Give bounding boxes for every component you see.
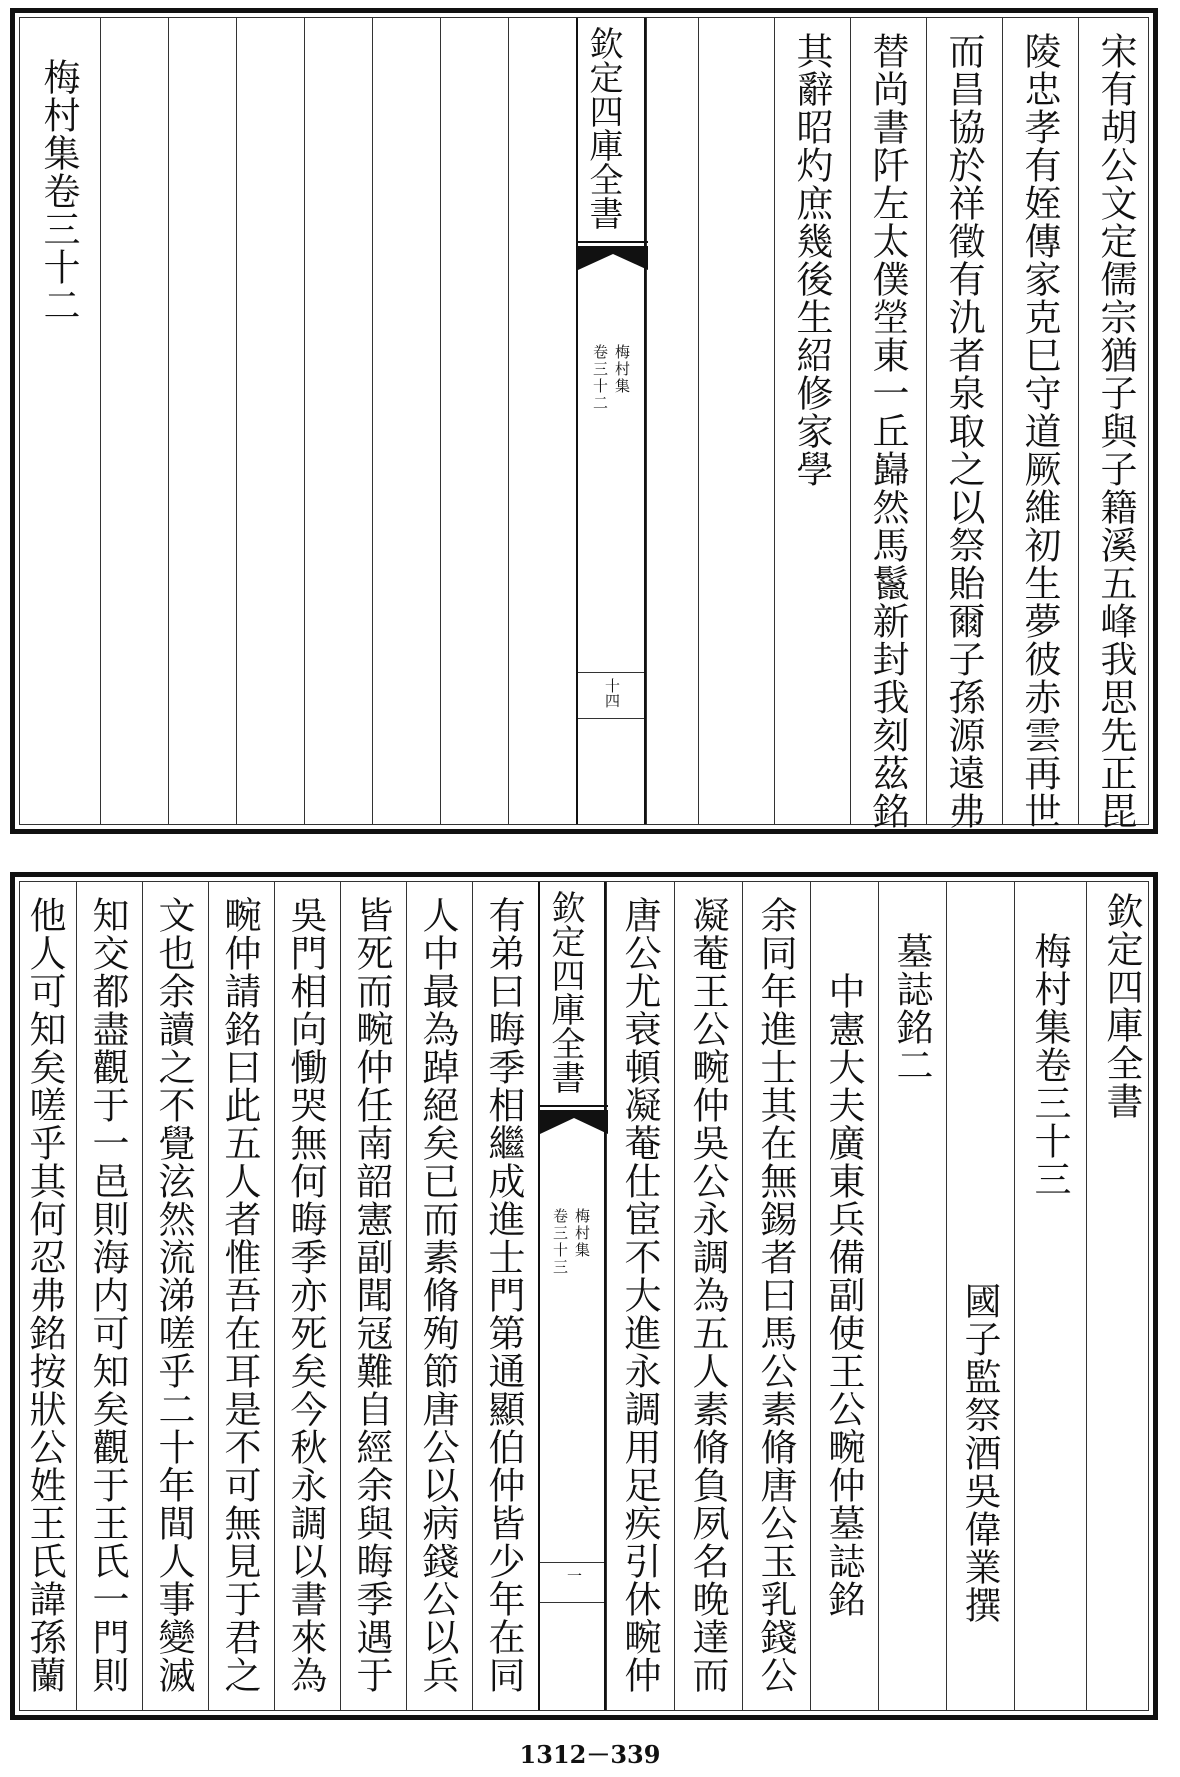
bottom-text-column-4: 有弟曰晦季相繼成進士門第通顯伯仲皆少年在同 xyxy=(482,896,525,1694)
bottom-text-column xyxy=(208,882,274,1710)
bottom-text-column xyxy=(606,882,674,1710)
top-text-column xyxy=(1002,18,1078,830)
bottom-text-column xyxy=(472,882,538,1710)
bottom-text-column-11: 他人可知矣嗟乎其何忍弗銘按狀公姓王氏諱孫蘭 xyxy=(23,896,66,1694)
bottom-text-column-8: 畹仲請銘曰此五人者惟吾在耳是不可無見于君之 xyxy=(218,896,261,1694)
top-empty-column xyxy=(508,18,576,824)
bottom-volume-title: 梅村集卷三十三 xyxy=(1028,932,1071,1198)
bottom-section: 墓誌銘二 xyxy=(890,932,933,1084)
top-text-column-5: 其辭昭灼庶幾後生紹修家學 xyxy=(790,32,833,488)
bottom-text-column-2: 凝菴王公畹仲吳公永調為五人素脩負夙名晚達而 xyxy=(686,896,729,1694)
top-empty-column xyxy=(372,18,440,824)
top-text-column xyxy=(1078,18,1154,830)
bottom-center-divider xyxy=(540,1602,604,1603)
bottom-fishtail-icon xyxy=(540,1104,608,1144)
bottom-text-column xyxy=(340,882,406,1710)
top-empty-column xyxy=(168,18,236,824)
bottom-author-column xyxy=(946,882,1014,1710)
top-center-title: 欽定四庫全書 xyxy=(583,26,623,230)
bottom-text-column xyxy=(742,882,810,1710)
top-empty-column xyxy=(304,18,372,824)
top-center-volume: 卷三十二 xyxy=(591,344,609,412)
top-empty-column xyxy=(100,18,168,824)
page-number: 1312－339 xyxy=(519,1740,661,1769)
bottom-center-title: 欽定四庫全書 xyxy=(545,890,585,1094)
bottom-text-column xyxy=(406,882,472,1710)
bottom-text-column-3: 唐公尤衰頓凝菴仕宦不大進永調用足疾引休畹仲 xyxy=(618,896,661,1694)
top-end-title: 梅村集卷三十二 xyxy=(37,58,80,324)
top-text-column xyxy=(926,18,1002,830)
top-text-column-2: 陵忠孝有姪傳家克巳守道厥維初生夢彼赤雲再世 xyxy=(1018,32,1061,830)
bottom-center-divider xyxy=(540,1562,604,1563)
top-page-frame xyxy=(19,17,1149,830)
top-text-column-3: 而昌協於祥徵有氿者泉取之以祭貽爾子孫源遠弗 xyxy=(942,32,985,830)
bottom-section-column xyxy=(878,882,946,1710)
top-center-divider xyxy=(578,672,644,673)
bottom-text-column-10: 知交都盡觀于一邑則海内可知矣觀于王氏一門則 xyxy=(86,896,129,1694)
top-page xyxy=(10,8,1158,834)
bottom-text-column xyxy=(674,882,742,1710)
top-center-folio: 十四 xyxy=(603,678,621,708)
top-empty-column xyxy=(440,18,508,824)
bottom-volume-column xyxy=(1014,882,1086,1710)
top-empty-column xyxy=(236,18,304,824)
bottom-center-fold xyxy=(538,882,606,1710)
bottom-text-column xyxy=(274,882,340,1710)
bottom-center-folio: 一 xyxy=(565,1568,583,1583)
bottom-text-column-7: 吳門相向慟哭無何晦季亦死矣今秋永調以書來為 xyxy=(284,896,327,1694)
bottom-text-column-5: 人中最為踔絕矣已而素脩殉節唐公以病錢公以兵 xyxy=(416,896,459,1694)
top-text-column xyxy=(774,18,850,824)
top-center-book: 梅村集 xyxy=(613,344,631,395)
top-fishtail-icon xyxy=(578,240,648,280)
bottom-text-column xyxy=(20,882,76,1710)
bottom-page-frame xyxy=(19,881,1149,1711)
bottom-center-book: 梅村集 xyxy=(573,1208,591,1259)
bottom-heading-column xyxy=(810,882,878,1710)
bottom-page xyxy=(10,872,1158,1720)
bottom-header: 欽定四庫全書 xyxy=(1100,892,1143,1120)
bottom-heading: 中憲大夫廣東兵備副使王公畹仲墓誌銘 xyxy=(822,972,865,1618)
top-center-fold xyxy=(576,18,646,824)
top-end-title-column xyxy=(20,18,100,824)
top-text-column-4: 替尚書阡左太僕塋東一丘巋然馬鬣新封我刻茲銘 xyxy=(866,32,909,830)
bottom-text-column-6: 皆死而畹仲任南韶憲副聞冦難自經余與晦季遇于 xyxy=(350,896,393,1694)
top-empty-column xyxy=(698,18,774,824)
bottom-author: 國子監祭酒吳偉業撰 xyxy=(958,1282,1001,1624)
top-center-divider xyxy=(578,718,644,719)
bottom-text-column-1: 余同年進士其在無錫者曰馬公素脩唐公玉乳錢公 xyxy=(754,896,797,1694)
bottom-header-column xyxy=(1086,882,1154,1710)
bottom-text-column-9: 文也余讀之不覺泫然流涕嗟乎二十年間人事變滅 xyxy=(152,896,195,1694)
top-text-column xyxy=(850,18,926,830)
bottom-center-volume: 卷三十三 xyxy=(551,1208,569,1276)
top-empty-column xyxy=(646,18,698,824)
top-text-column-1: 宋有胡公文定儒宗猶子與子籍溪五峰我思先正毘 xyxy=(1094,32,1137,830)
bottom-text-column xyxy=(76,882,142,1710)
bottom-text-column xyxy=(142,882,208,1710)
